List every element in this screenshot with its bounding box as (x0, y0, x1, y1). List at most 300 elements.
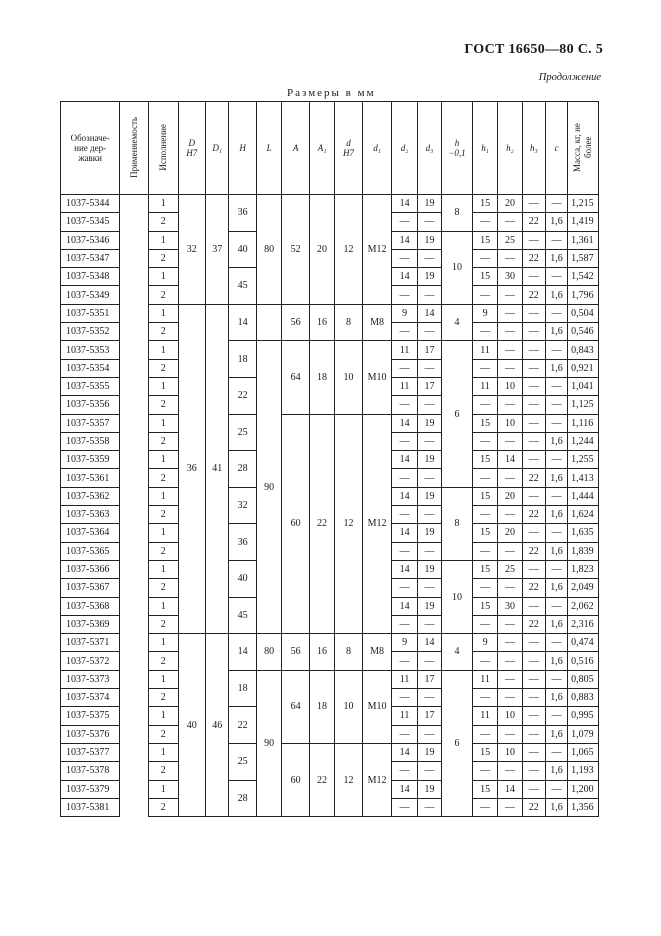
cell-h3: 22 (522, 506, 545, 524)
cell-version: 2 (148, 652, 178, 670)
cell-d: 12 (335, 743, 363, 816)
cell-d1: 37 (206, 195, 229, 305)
cell-version: 1 (148, 304, 178, 322)
cell-version: 2 (148, 798, 178, 816)
cell-h1: 15 (472, 195, 497, 213)
table-row (61, 341, 599, 359)
cell-d2: 14 (392, 451, 417, 469)
cell-applicability (120, 487, 149, 505)
cell-h3: 22 (522, 286, 545, 304)
cell-h1: 9 (472, 634, 497, 652)
cell-h3: — (522, 634, 545, 652)
cell-h3: — (522, 670, 545, 688)
cell-mass: 1,419 (568, 213, 599, 231)
cell-d2: 11 (392, 707, 417, 725)
cell-applicability (120, 195, 149, 213)
cell-d3: — (417, 689, 441, 707)
cell-version: 2 (148, 542, 178, 560)
table-body (61, 195, 599, 817)
cell-h2: — (498, 359, 522, 377)
cell-c: — (545, 304, 567, 322)
cell-c: — (545, 396, 567, 414)
cell-version: 1 (148, 377, 178, 395)
cell-mass: 0,546 (568, 323, 599, 341)
cell-version: 2 (148, 396, 178, 414)
header-row (61, 102, 599, 195)
cell-h1: — (472, 432, 497, 450)
cell-mass: 1,244 (568, 432, 599, 450)
cell-h1: — (472, 689, 497, 707)
cell-version: 1 (148, 487, 178, 505)
cell-h2: — (498, 323, 522, 341)
cell-l (256, 304, 281, 341)
cell-d3: 19 (417, 780, 441, 798)
cell-c: — (545, 707, 567, 725)
cell-h2: — (498, 652, 522, 670)
cell-d3: — (417, 725, 441, 743)
cell-d3: 19 (417, 597, 441, 615)
col-header-d2: d₂ (392, 102, 417, 195)
cell-mass: 1,839 (568, 542, 599, 560)
cell-h1: — (472, 579, 497, 597)
cell-h3: 22 (522, 249, 545, 267)
cell-designation: 1037-5368 (61, 597, 120, 615)
cell-h2: — (498, 615, 522, 633)
cell-h: 4 (442, 634, 473, 671)
cell-a: 56 (282, 634, 310, 671)
col-header-A1: A₁ (309, 102, 334, 195)
cell-h3: 22 (522, 469, 545, 487)
cell-d3: — (417, 652, 441, 670)
cell-version: 1 (148, 231, 178, 249)
cell-designation: 1037-5369 (61, 615, 120, 633)
dimensions-caption: Размеры в мм (287, 87, 376, 99)
cell-h2: — (498, 249, 522, 267)
cell-version: 2 (148, 762, 178, 780)
cell-applicability (120, 615, 149, 633)
cell-d2: — (392, 725, 417, 743)
cell-h2: 25 (498, 560, 522, 578)
cell-d3: — (417, 213, 441, 231)
cell-c: 1,6 (545, 579, 567, 597)
cell-d3: — (417, 542, 441, 560)
cell-h2: — (498, 469, 522, 487)
cell-h: 18 (229, 670, 257, 707)
cell-mass: 1,413 (568, 469, 599, 487)
cell-h1: 15 (472, 451, 497, 469)
cell-h: 8 (442, 487, 473, 560)
cell-d: 8 (335, 634, 363, 671)
cell-h: 25 (229, 743, 257, 780)
cell-version: 1 (148, 268, 178, 286)
cell-d3: 19 (417, 743, 441, 761)
cell-mass: 1,361 (568, 231, 599, 249)
cell-designation: 1037-5379 (61, 780, 120, 798)
cell-c: 1,6 (545, 798, 567, 816)
cell-c: 1,6 (545, 615, 567, 633)
table-row (61, 743, 599, 761)
cell-d2: 14 (392, 268, 417, 286)
cell-h2: 10 (498, 414, 522, 432)
cell-h1: 15 (472, 780, 497, 798)
cell-version: 1 (148, 451, 178, 469)
cell-designation: 1037-5358 (61, 432, 120, 450)
cell-mass: 1,823 (568, 560, 599, 578)
col-header-h3: h₃ (522, 102, 545, 195)
cell-h: 28 (229, 451, 257, 488)
cell-h3: — (522, 432, 545, 450)
cell-h2: 20 (498, 524, 522, 542)
cell-d2: — (392, 689, 417, 707)
cell-c: — (545, 414, 567, 432)
cell-d3: — (417, 432, 441, 450)
cell-c: 1,6 (545, 652, 567, 670)
cell-designation: 1037-5363 (61, 506, 120, 524)
cell-mass: 2,062 (568, 597, 599, 615)
cell-version: 1 (148, 524, 178, 542)
cell-version: 2 (148, 469, 178, 487)
cell-applicability (120, 286, 149, 304)
cell-d3: 19 (417, 524, 441, 542)
cell-d2: — (392, 286, 417, 304)
cell-version: 1 (148, 634, 178, 652)
cell-h1: — (472, 762, 497, 780)
cell-designation: 1037-5351 (61, 304, 120, 322)
cell-version: 1 (148, 560, 178, 578)
cell-h3: 22 (522, 615, 545, 633)
cell-designation: 1037-5355 (61, 377, 120, 395)
cell-h3: 22 (522, 213, 545, 231)
cell-c: 1,6 (545, 725, 567, 743)
cell-designation: 1037-5372 (61, 652, 120, 670)
cell-c: — (545, 195, 567, 213)
cell-a: 60 (282, 743, 310, 816)
cell-d3: — (417, 249, 441, 267)
cell-h1: — (472, 506, 497, 524)
col-header-h2: h₂ (498, 102, 522, 195)
cell-h3: — (522, 377, 545, 395)
cell-d3: 19 (417, 268, 441, 286)
cell-h1: 11 (472, 670, 497, 688)
cell-d3: 14 (417, 634, 441, 652)
cell-h1: 15 (472, 268, 497, 286)
cell-c: 1,6 (545, 469, 567, 487)
cell-d3: 17 (417, 341, 441, 359)
cell-version: 2 (148, 689, 178, 707)
cell-designation: 1037-5375 (61, 707, 120, 725)
cell-d: 36 (178, 304, 206, 633)
col-header-h1: h₁ (472, 102, 497, 195)
cell-d2: 14 (392, 414, 417, 432)
cell-h1: 15 (472, 414, 497, 432)
cell-h2: — (498, 341, 522, 359)
cell-c: — (545, 597, 567, 615)
cell-designation: 1037-5353 (61, 341, 120, 359)
cell-c: — (545, 670, 567, 688)
cell-h: 14 (229, 304, 257, 341)
cell-d2: — (392, 615, 417, 633)
cell-d3: — (417, 469, 441, 487)
cell-applicability (120, 725, 149, 743)
cell-h: 8 (442, 195, 473, 232)
cell-mass: 1,587 (568, 249, 599, 267)
col-header-D1: D₁ (206, 102, 229, 195)
cell-h3: — (522, 304, 545, 322)
cell-applicability (120, 743, 149, 761)
cell-c: — (545, 743, 567, 761)
cell-c: 1,6 (545, 213, 567, 231)
cell-h3: — (522, 359, 545, 377)
table-row (61, 304, 599, 322)
cell-d: 32 (178, 195, 206, 305)
cell-a1: 22 (309, 743, 334, 816)
cell-designation: 1037-5349 (61, 286, 120, 304)
cell-d2: — (392, 469, 417, 487)
cell-designation: 1037-5374 (61, 689, 120, 707)
cell-applicability (120, 542, 149, 560)
cell-h1: 11 (472, 377, 497, 395)
cell-d2: 9 (392, 634, 417, 652)
cell-designation: 1037-5356 (61, 396, 120, 414)
cell-h2: — (498, 286, 522, 304)
cell-h: 45 (229, 268, 257, 305)
cell-h3: — (522, 652, 545, 670)
cell-a1: 22 (309, 414, 334, 634)
cell-d2: — (392, 249, 417, 267)
cell-applicability (120, 469, 149, 487)
cell-d2: — (392, 762, 417, 780)
cell-c: 1,6 (545, 323, 567, 341)
cell-d3: 19 (417, 560, 441, 578)
table-row (61, 195, 599, 213)
cell-d3: — (417, 762, 441, 780)
cell-h3: — (522, 762, 545, 780)
cell-h: 36 (229, 195, 257, 232)
cell-d2: 14 (392, 597, 417, 615)
cell-version: 2 (148, 432, 178, 450)
cell-applicability (120, 652, 149, 670)
cell-h: 22 (229, 377, 257, 414)
cell-mass: 0,883 (568, 689, 599, 707)
cell-c: — (545, 524, 567, 542)
cell-h2: 30 (498, 268, 522, 286)
cell-h1: 15 (472, 743, 497, 761)
cell-mass: 1,193 (568, 762, 599, 780)
cell-applicability (120, 762, 149, 780)
cell-h3: — (522, 268, 545, 286)
cell-h1: 11 (472, 707, 497, 725)
col-header-D: D H7 (178, 102, 206, 195)
cell-mass: 0,995 (568, 707, 599, 725)
cell-d2: — (392, 542, 417, 560)
cell-h1: — (472, 359, 497, 377)
cell-a: 64 (282, 341, 310, 414)
cell-h1: — (472, 286, 497, 304)
cell-applicability (120, 414, 149, 432)
cell-h: 10 (442, 231, 473, 304)
cell-h1: 15 (472, 487, 497, 505)
cell-a1: 20 (309, 195, 334, 305)
cell-version: 2 (148, 213, 178, 231)
cell-c: 1,6 (545, 762, 567, 780)
table-row (61, 414, 599, 432)
cell-h2: — (498, 725, 522, 743)
col-header-c: c (545, 102, 567, 195)
cell-h: 6 (442, 670, 473, 816)
cell-h1: — (472, 323, 497, 341)
cell-h3: — (522, 396, 545, 414)
cell-d2: — (392, 323, 417, 341)
cell-d2: 14 (392, 560, 417, 578)
cell-a1: 16 (309, 304, 334, 341)
cell-d2: 11 (392, 670, 417, 688)
cell-c: 1,6 (545, 359, 567, 377)
cell-h1: — (472, 798, 497, 816)
cell-a1: 18 (309, 341, 334, 414)
cell-d3: — (417, 579, 441, 597)
cell-designation: 1037-5377 (61, 743, 120, 761)
cell-version: 1 (148, 670, 178, 688)
cell-designation: 1037-5352 (61, 323, 120, 341)
cell-d2: — (392, 213, 417, 231)
cell-designation: 1037-5359 (61, 451, 120, 469)
cell-version: 2 (148, 506, 178, 524)
cell-a: 60 (282, 414, 310, 634)
col-header-H: H (229, 102, 257, 195)
col-header-applicability: Применяемость (120, 102, 149, 195)
cell-a: 52 (282, 195, 310, 305)
cell-c: 1,6 (545, 542, 567, 560)
cell-d1: M10 (362, 670, 392, 743)
cell-h: 40 (229, 231, 257, 268)
cell-designation: 1037-5373 (61, 670, 120, 688)
cell-d1: M10 (362, 341, 392, 414)
cell-h: 14 (229, 634, 257, 671)
cell-d1: M12 (362, 414, 392, 634)
cell-mass: 2,049 (568, 579, 599, 597)
cell-applicability (120, 451, 149, 469)
cell-h2: — (498, 304, 522, 322)
cell-version: 2 (148, 615, 178, 633)
cell-h3: — (522, 780, 545, 798)
cell-h: 25 (229, 414, 257, 451)
cell-version: 1 (148, 341, 178, 359)
cell-mass: 1,796 (568, 286, 599, 304)
cell-d3: 19 (417, 414, 441, 432)
cell-h: 6 (442, 341, 473, 487)
cell-c: — (545, 231, 567, 249)
cell-applicability (120, 231, 149, 249)
cell-mass: 1,041 (568, 377, 599, 395)
cell-h2: — (498, 762, 522, 780)
cell-d2: 14 (392, 231, 417, 249)
cell-designation: 1037-5347 (61, 249, 120, 267)
cell-mass: 1,116 (568, 414, 599, 432)
cell-d2: — (392, 798, 417, 816)
cell-applicability (120, 524, 149, 542)
cell-h2: 30 (498, 597, 522, 615)
cell-d2: 11 (392, 341, 417, 359)
cell-designation: 1037-5366 (61, 560, 120, 578)
cell-c: — (545, 487, 567, 505)
cell-h3: — (522, 323, 545, 341)
cell-h2: 14 (498, 780, 522, 798)
cell-d3: — (417, 396, 441, 414)
cell-d2: — (392, 652, 417, 670)
cell-applicability (120, 323, 149, 341)
cell-mass: 0,516 (568, 652, 599, 670)
cell-h1: — (472, 542, 497, 560)
document-reference: ГОСТ 16650—80 С. 5 (464, 42, 603, 57)
cell-c: — (545, 780, 567, 798)
cell-d: 40 (178, 634, 206, 817)
cell-mass: 1,624 (568, 506, 599, 524)
cell-h: 28 (229, 780, 257, 817)
cell-h1: — (472, 469, 497, 487)
cell-applicability (120, 634, 149, 652)
cell-d3: 17 (417, 377, 441, 395)
cell-d3: 17 (417, 670, 441, 688)
cell-a: 56 (282, 304, 310, 341)
cell-c: — (545, 377, 567, 395)
cell-applicability (120, 249, 149, 267)
cell-h3: — (522, 707, 545, 725)
col-header-d1: d₁ (362, 102, 392, 195)
cell-d3: 19 (417, 451, 441, 469)
cell-h1: 15 (472, 597, 497, 615)
cell-h3: — (522, 231, 545, 249)
col-header-d: d H7 (335, 102, 363, 195)
cell-h2: — (498, 689, 522, 707)
cell-h2: 14 (498, 451, 522, 469)
cell-h1: — (472, 249, 497, 267)
cell-version: 1 (148, 414, 178, 432)
cell-version: 1 (148, 780, 178, 798)
cell-d1: 41 (206, 304, 229, 633)
cell-applicability (120, 304, 149, 322)
cell-h: 4 (442, 304, 473, 341)
col-header-h: h −0,1 (442, 102, 473, 195)
cell-c: 1,6 (545, 689, 567, 707)
cell-h2: — (498, 798, 522, 816)
cell-d3: 19 (417, 195, 441, 213)
cell-version: 2 (148, 286, 178, 304)
cell-h3: 22 (522, 579, 545, 597)
cell-h: 45 (229, 597, 257, 634)
cell-mass: 1,255 (568, 451, 599, 469)
cell-d2: 14 (392, 524, 417, 542)
cell-l: 80 (256, 634, 281, 671)
cell-version: 1 (148, 195, 178, 213)
col-header-d3: d₃ (417, 102, 441, 195)
cell-h3: — (522, 560, 545, 578)
cell-h2: 20 (498, 487, 522, 505)
cell-applicability (120, 579, 149, 597)
cell-h3: — (522, 341, 545, 359)
cell-h2: 10 (498, 707, 522, 725)
cell-d2: — (392, 432, 417, 450)
cell-h3: — (522, 597, 545, 615)
cell-designation: 1037-5364 (61, 524, 120, 542)
cell-version: 1 (148, 707, 178, 725)
cell-applicability (120, 213, 149, 231)
cell-applicability (120, 396, 149, 414)
cell-h2: 20 (498, 195, 522, 213)
cell-h1: — (472, 725, 497, 743)
cell-d3: 17 (417, 707, 441, 725)
cell-l: 90 (256, 341, 281, 634)
cell-h3: — (522, 524, 545, 542)
